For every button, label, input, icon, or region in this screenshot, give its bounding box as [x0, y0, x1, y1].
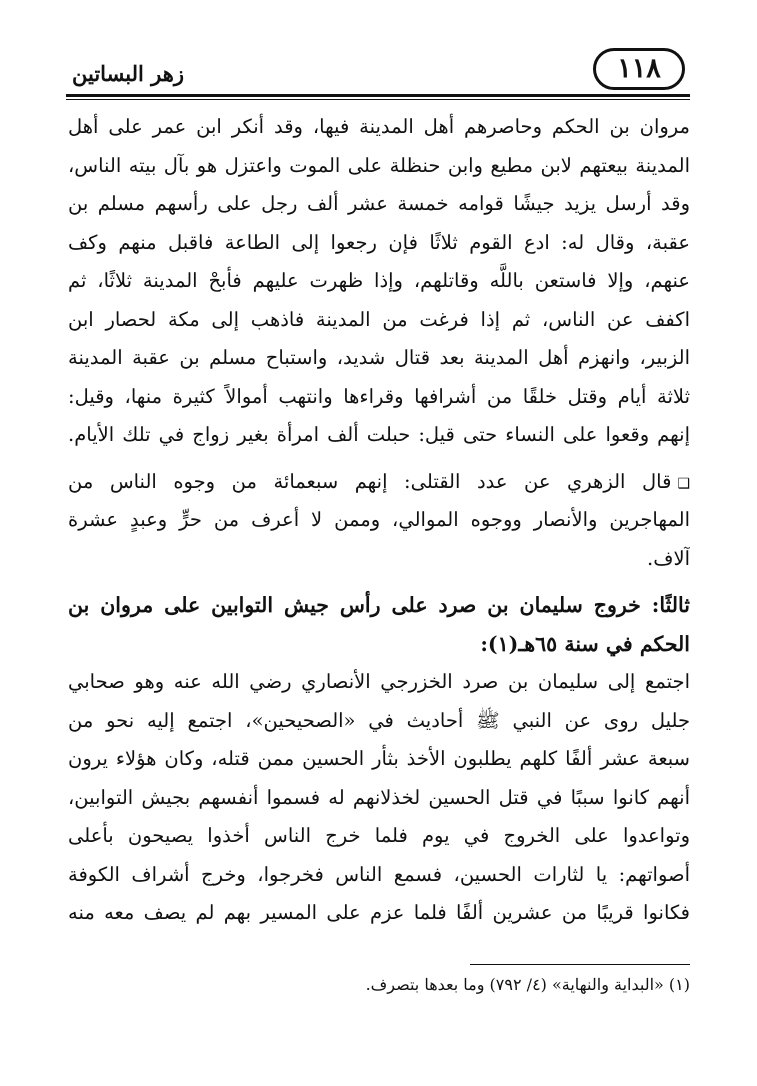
line-text: المهاجرين والأنصار ووجوه الموالي، وممن لا أعرف من حرٍّ وعبدٍ عشرة	[68, 508, 690, 531]
paragraph-gap	[68, 578, 690, 586]
text-line	[68, 108, 690, 147]
line-text: فكانوا قريبًا من عشرين ألفًا فلما عزم على المسير بهم لم يصف معه منه	[68, 901, 690, 924]
line-text: الزبير، وانهزم أهل المدينة بعد قتال شديد، واستباح مسلم بن عقبة المدينة	[68, 346, 690, 369]
text-line	[68, 856, 690, 895]
line-text: إنهم وقعوا على النساء حتى قيل: حبلت ألف امرأة بغير زواج في تلك الأيام.	[68, 423, 690, 446]
text-line	[68, 540, 690, 579]
text-line	[68, 185, 690, 224]
line-text: ثلاثة أيام وقتل خلقًا من أشرافها وقراءها وانتهب أموالاً كثيرة منها، وقيل:	[68, 384, 690, 408]
section-heading-line	[68, 586, 690, 625]
page-number: ١١٨	[593, 48, 685, 90]
line-text: الحكم في سنة ٦٥هـ(١):	[480, 631, 690, 656]
text-line	[68, 378, 690, 417]
paragraph-marker-icon: ❑	[677, 475, 690, 492]
body-text	[68, 108, 690, 968]
text-line	[68, 779, 690, 818]
text-line	[68, 416, 690, 455]
text-line	[68, 817, 690, 856]
line-text: اجتمع إلى سليمان بن صرد الخزرجي الأنصاري رضي الله عنه وهو صحابي	[68, 670, 690, 693]
line-text: جليل روى عن النبي ﷺ أحاديث في «الصحيحين»، اجتمع إليه نحو من	[68, 708, 690, 732]
text-line	[68, 894, 690, 933]
header-rule	[66, 94, 690, 97]
header-rule-thin	[66, 99, 690, 100]
running-header-title: زهر البساتين	[72, 61, 184, 86]
line-text: سبعة عشر ألفًا كلهم يطلبون الأخذ بثأر الحسين ممن قتله، وكان هؤلاء يرون	[68, 747, 690, 770]
line-text: أنهم كانوا سببًا في قتل الحسين لخذلانهم له فسموا أنفسهم بجيش التوابين،	[68, 785, 690, 809]
footnote: (١) «البداية والنهاية» (٤/ ٧٩٢) وما بعدها بتصرف.	[365, 975, 690, 994]
section-heading-line	[68, 625, 690, 664]
line-text: اكفف عن الناس، ثم إذا فرغت من المدينة فاذهب إلى مكة لحصار ابن	[68, 307, 690, 331]
text-line	[68, 224, 690, 263]
line-text: مروان بن الحكم وحاصرهم أهل المدينة فيها، وقد أنكر ابن عمر على أهل	[68, 115, 690, 138]
text-line	[68, 339, 690, 378]
line-text: عقبة، وقال له: ادع القوم ثلاثًا فإن رجعوا إلى الطاعة فاقبل منهم وكف	[68, 230, 690, 254]
line-text: المدينة بيعتهم لابن مطيع وابن حنظلة على الموت واعتزل هو بآل بيته الناس،	[68, 153, 690, 177]
line-text: عنهم، وإلا فاستعن باللَّه وقاتلهم، وإذا ظهرت عليهم فأبحْ المدينة ثلاثًا، ثم	[68, 269, 690, 292]
text-line	[68, 702, 690, 741]
text-line	[68, 301, 690, 340]
line-text: وتواعدوا على الخروج في يوم فلما خرج الناس أخذوا يصيحون بأعلى	[68, 824, 690, 847]
text-line	[68, 463, 690, 502]
footnote-rule	[470, 964, 690, 965]
text-line	[68, 262, 690, 301]
line-text: أصواتهم: يا لثارات الحسين، فسمع الناس فخرجوا، وخرج أشراف الكوفة	[68, 862, 690, 886]
text-line	[68, 740, 690, 779]
line-text: قال الزهري عن عدد القتلى: إنهم سبعمائة من وجوه الناس من	[68, 469, 672, 493]
line-text: ثالثًا: خروج سليمان بن صرد على رأس جيش التوابين على مروان بن	[68, 593, 690, 617]
line-text: آلاف.	[647, 546, 690, 570]
text-line	[68, 501, 690, 540]
text-line	[68, 147, 690, 186]
line-text: وقد أرسل يزيد جيشًا قوامه خمسة عشر ألف رجل على رأسهم مسلم بن	[68, 192, 690, 215]
text-line	[68, 663, 690, 702]
paragraph-gap	[68, 455, 690, 463]
